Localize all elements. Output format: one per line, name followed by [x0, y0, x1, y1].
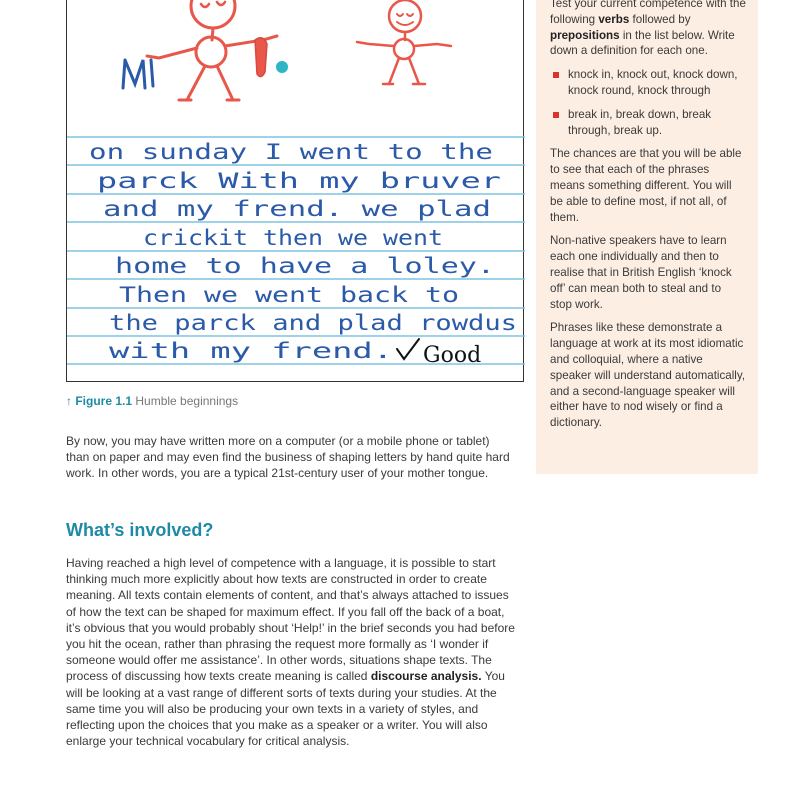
activity-sidebar — [536, 0, 758, 474]
paragraph-text: You will be looking at a vast range of different sorts of texts during your studies. At the same time you will also be producing your own texts in a variety of styles, and reflecting upon the choices that you make as a speaker or a writer. You will also enlarge your technical vocabulary for critical analysis. — [66, 669, 505, 749]
figure-caption — [66, 394, 238, 408]
handwriting-line: parck With my bruver — [97, 169, 501, 193]
scribble-m — [123, 60, 153, 88]
stick-figure-right — [357, 0, 451, 84]
handwriting-line: on sunday I went to the — [89, 140, 493, 164]
sidebar-paragraph: Phrases like these demonstrate a language at work at its most idiomatic and colloquial, where a native speaker will understand automatically, and a second-language speaker will either have to nod wisely or find a dictionary. — [550, 321, 746, 430]
figure-number: Figure 1.1 — [75, 394, 133, 408]
handwriting-line: home to have a loley. — [115, 254, 495, 278]
phrase-list — [550, 67, 746, 138]
crayon-drawing — [67, 0, 525, 126]
list-item — [550, 107, 746, 139]
square-bullet-icon — [553, 72, 559, 78]
square-bullet-icon — [553, 112, 559, 118]
list-item-text: break in, break down, break through, break up. — [568, 107, 712, 137]
tick-mark — [397, 339, 419, 359]
keyword-verbs: verbs — [598, 12, 630, 26]
key-term: discourse analysis. — [370, 669, 482, 684]
handwriting-lines — [67, 133, 525, 373]
figure-box — [66, 0, 524, 382]
intro-paragraph: By now, you may have written more on a computer (or a mobile phone or tablet) than on paper and may even find the business of shaping letters by hand quite hard work. In other words, you are a typical 21st-century user of your mother tongue. — [66, 434, 510, 481]
keyword-prepositions: prepositions — [550, 28, 620, 42]
sidebar-intro-text: in the list below. Write down a definition for each one. — [550, 28, 735, 58]
sidebar-paragraph: The chances are that you will be able to see that each of the phrases means something different. You will be able to define most, if not all, of them. — [550, 147, 742, 224]
arrow-up-icon: ↑ — [66, 394, 72, 408]
list-item-text: knock in, knock out, knock down, knock round, knock through — [568, 68, 738, 97]
sidebar-paragraph: Non-native speakers have to learn each one individually and then to realise that in British English ‘knock off’ can mean both to steal and to stop work. — [550, 234, 732, 311]
handwriting-line: Then we went back to — [119, 283, 459, 307]
cricket-bat — [255, 38, 267, 77]
sidebar-intro-text: followed by — [632, 12, 691, 26]
handwriting-line: the parck and plad rowdus — [109, 311, 517, 335]
figure-caption-text: Humble beginnings — [135, 394, 239, 408]
list-item — [550, 67, 746, 99]
teacher-mark: Good — [423, 343, 482, 368]
body-paragraph — [66, 555, 516, 749]
section-heading: What’s involved? — [66, 520, 214, 540]
sidebar-intro — [550, 0, 746, 59]
handwriting-line: and my frend. we plad — [103, 197, 491, 221]
sidebar-intro-text: Test your current competence with the following — [550, 0, 746, 26]
handwriting-line: crickit then we went — [143, 226, 443, 250]
handwriting-line: with my frend. — [109, 339, 393, 363]
paragraph-text: Having reached a high level of competence with a language, it is possible to start thinking much more explicitly about how texts are constructed in order to create meaning. All texts contain elements of content, and that’s always attached to issues of how the text can be shaped for maximum effect. If you fall off the back of a boat, it’s obvious that you would probably shout ‘Help!’ in the brief seconds you had before you hit the ocean, rather than phrasing the request more formally as ‘I wonder if someone would offer me assistance’. In other words, situations shape texts. The process of discussing how texts create meaning is called — [66, 556, 515, 684]
cricket-ball — [276, 61, 288, 73]
